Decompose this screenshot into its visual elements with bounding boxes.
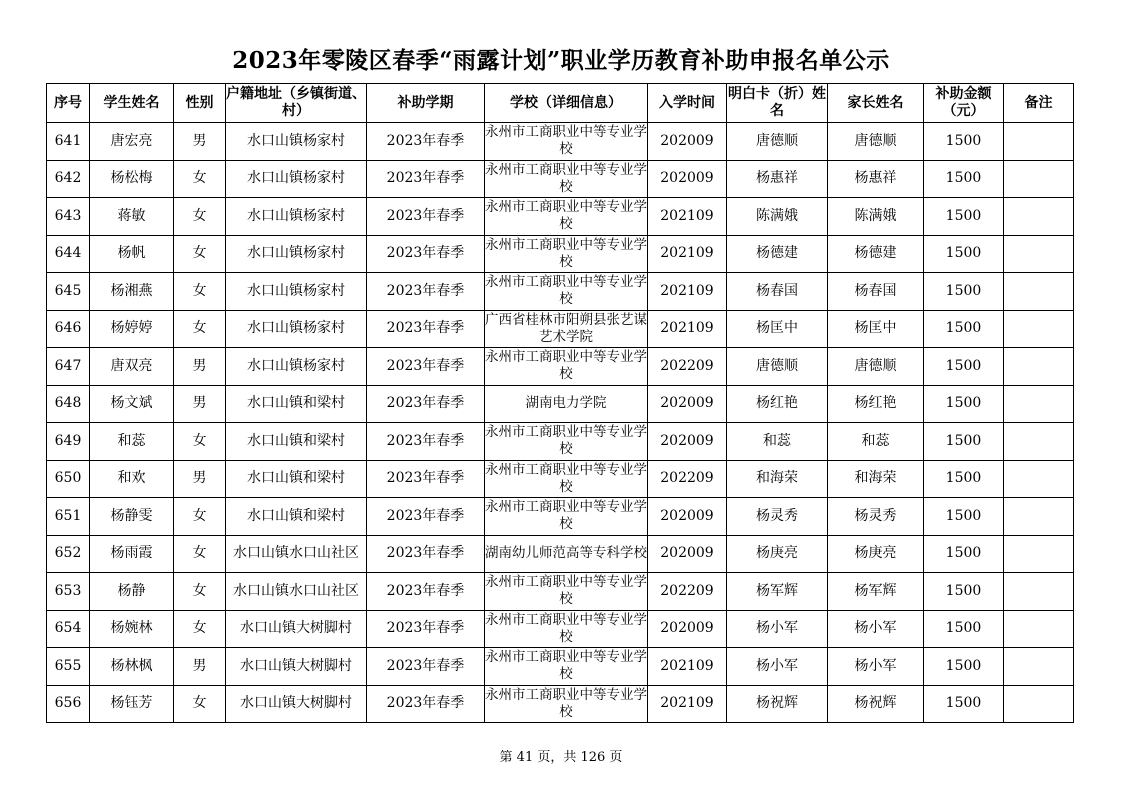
cell-index: 656 <box>47 685 90 723</box>
header-student-name: 学生姓名 <box>90 84 174 123</box>
cell-amount: 1500 <box>924 273 1004 311</box>
cell-school: 永州市工商职业中等专业学校 <box>485 160 648 198</box>
cell-student-name: 杨林枫 <box>90 648 174 686</box>
cell-amount: 1500 <box>924 648 1004 686</box>
cell-parent-name: 杨春国 <box>828 273 924 311</box>
cell-student-name: 杨雨霞 <box>90 535 174 573</box>
cell-parent-name: 陈满娥 <box>828 198 924 236</box>
cell-remark <box>1004 273 1074 311</box>
table-row <box>47 123 1074 161</box>
cell-address: 水口山镇水口山社区 <box>226 573 367 611</box>
cell-card-name: 杨小军 <box>727 648 828 686</box>
cell-remark <box>1004 610 1074 648</box>
cell-enroll-time: 202109 <box>648 685 727 723</box>
cell-school: 永州市工商职业中等专业学校 <box>485 573 648 611</box>
cell-student-name: 蒋敏 <box>90 198 174 236</box>
cell-remark <box>1004 198 1074 236</box>
cell-index: 655 <box>47 648 90 686</box>
cell-gender: 女 <box>174 610 226 648</box>
cell-index: 642 <box>47 160 90 198</box>
cell-school: 永州市工商职业中等专业学校 <box>485 648 648 686</box>
table-row <box>47 348 1074 386</box>
cell-student-name: 杨婉林 <box>90 610 174 648</box>
cell-card-name: 唐德顺 <box>727 123 828 161</box>
table-row <box>47 535 1074 573</box>
cell-gender: 女 <box>174 685 226 723</box>
table-header-row <box>47 84 1074 123</box>
cell-enroll-time: 202209 <box>648 460 727 498</box>
cell-school: 广西省桂林市阳朔县张艺谋艺术学院 <box>485 310 648 348</box>
cell-index: 644 <box>47 235 90 273</box>
cell-enroll-time: 202009 <box>648 385 727 423</box>
table-row <box>47 273 1074 311</box>
cell-remark <box>1004 235 1074 273</box>
cell-student-name: 杨湘燕 <box>90 273 174 311</box>
document-title: 2023年零陵区春季“雨露计划”职业学历教育补助申报名单公示 <box>232 47 890 74</box>
cell-gender: 男 <box>174 348 226 386</box>
cell-school: 永州市工商职业中等专业学校 <box>485 423 648 461</box>
cell-semester: 2023年春季 <box>367 160 485 198</box>
cell-enroll-time: 202109 <box>648 235 727 273</box>
cell-enroll-time: 202109 <box>648 648 727 686</box>
header-gender: 性别 <box>174 84 226 123</box>
cell-amount: 1500 <box>924 535 1004 573</box>
cell-index: 653 <box>47 573 90 611</box>
cell-student-name: 杨静雯 <box>90 498 174 536</box>
cell-amount: 1500 <box>924 348 1004 386</box>
cell-semester: 2023年春季 <box>367 610 485 648</box>
cell-enroll-time: 202109 <box>648 310 727 348</box>
cell-student-name: 杨婷婷 <box>90 310 174 348</box>
cell-card-name: 杨小军 <box>727 610 828 648</box>
cell-address: 水口山镇杨家村 <box>226 123 367 161</box>
cell-student-name: 杨帆 <box>90 235 174 273</box>
subsidy-list-table <box>46 83 1074 723</box>
header-school: 学校（详细信息） <box>485 84 648 123</box>
cell-semester: 2023年春季 <box>367 198 485 236</box>
cell-gender: 女 <box>174 423 226 461</box>
cell-semester: 2023年春季 <box>367 348 485 386</box>
table-row <box>47 198 1074 236</box>
cell-enroll-time: 202209 <box>648 573 727 611</box>
cell-semester: 2023年春季 <box>367 573 485 611</box>
cell-school: 永州市工商职业中等专业学校 <box>485 273 648 311</box>
cell-amount: 1500 <box>924 573 1004 611</box>
cell-index: 646 <box>47 310 90 348</box>
cell-gender: 女 <box>174 198 226 236</box>
cell-parent-name: 和海荣 <box>828 460 924 498</box>
cell-remark <box>1004 385 1074 423</box>
cell-gender: 女 <box>174 498 226 536</box>
cell-parent-name: 杨匡中 <box>828 310 924 348</box>
cell-semester: 2023年春季 <box>367 423 485 461</box>
cell-school: 永州市工商职业中等专业学校 <box>485 198 648 236</box>
cell-enroll-time: 202209 <box>648 348 727 386</box>
cell-school: 湖南电力学院 <box>485 385 648 423</box>
cell-index: 654 <box>47 610 90 648</box>
cell-student-name: 唐宏亮 <box>90 123 174 161</box>
cell-address: 水口山镇和梁村 <box>226 460 367 498</box>
table-row <box>47 423 1074 461</box>
table-row <box>47 573 1074 611</box>
table-row <box>47 310 1074 348</box>
cell-remark <box>1004 460 1074 498</box>
header-address: 户籍地址（乡镇街道、村） <box>226 84 367 123</box>
cell-semester: 2023年春季 <box>367 273 485 311</box>
table-row <box>47 235 1074 273</box>
cell-address: 水口山镇和梁村 <box>226 498 367 536</box>
cell-semester: 2023年春季 <box>367 310 485 348</box>
cell-amount: 1500 <box>924 198 1004 236</box>
cell-student-name: 杨松梅 <box>90 160 174 198</box>
cell-card-name: 杨惠祥 <box>727 160 828 198</box>
cell-school: 永州市工商职业中等专业学校 <box>485 610 648 648</box>
cell-amount: 1500 <box>924 235 1004 273</box>
page-footer: 第 41 页，共 126 页 <box>499 750 623 765</box>
cell-amount: 1500 <box>924 498 1004 536</box>
cell-semester: 2023年春季 <box>367 498 485 536</box>
cell-amount: 1500 <box>924 685 1004 723</box>
cell-gender: 女 <box>174 573 226 611</box>
cell-gender: 女 <box>174 235 226 273</box>
header-card-name: 明白卡（折）姓名 <box>727 84 828 123</box>
cell-parent-name: 和蕊 <box>828 423 924 461</box>
cell-index: 645 <box>47 273 90 311</box>
cell-enroll-time: 202009 <box>648 160 727 198</box>
cell-school: 永州市工商职业中等专业学校 <box>485 123 648 161</box>
cell-enroll-time: 202009 <box>648 610 727 648</box>
cell-remark <box>1004 310 1074 348</box>
table-row <box>47 648 1074 686</box>
cell-address: 水口山镇大树脚村 <box>226 648 367 686</box>
cell-address: 水口山镇杨家村 <box>226 235 367 273</box>
cell-card-name: 杨匡中 <box>727 310 828 348</box>
cell-semester: 2023年春季 <box>367 385 485 423</box>
cell-card-name: 杨红艳 <box>727 385 828 423</box>
cell-remark <box>1004 685 1074 723</box>
cell-index: 648 <box>47 385 90 423</box>
cell-student-name: 杨文斌 <box>90 385 174 423</box>
cell-card-name: 和蕊 <box>727 423 828 461</box>
cell-index: 652 <box>47 535 90 573</box>
table-row <box>47 685 1074 723</box>
cell-parent-name: 杨小军 <box>828 610 924 648</box>
cell-amount: 1500 <box>924 610 1004 648</box>
cell-gender: 女 <box>174 535 226 573</box>
cell-gender: 女 <box>174 273 226 311</box>
cell-card-name: 杨军辉 <box>727 573 828 611</box>
cell-school: 永州市工商职业中等专业学校 <box>485 685 648 723</box>
cell-remark <box>1004 160 1074 198</box>
cell-index: 651 <box>47 498 90 536</box>
header-remark: 备注 <box>1004 84 1074 123</box>
cell-card-name: 和海荣 <box>727 460 828 498</box>
cell-amount: 1500 <box>924 160 1004 198</box>
cell-remark <box>1004 498 1074 536</box>
cell-card-name: 陈满娥 <box>727 198 828 236</box>
cell-remark <box>1004 423 1074 461</box>
cell-remark <box>1004 348 1074 386</box>
cell-card-name: 杨庚亮 <box>727 535 828 573</box>
cell-school: 永州市工商职业中等专业学校 <box>485 460 648 498</box>
cell-semester: 2023年春季 <box>367 685 485 723</box>
cell-student-name: 唐双亮 <box>90 348 174 386</box>
cell-parent-name: 杨祝辉 <box>828 685 924 723</box>
cell-address: 水口山镇大树脚村 <box>226 610 367 648</box>
cell-school: 湖南幼儿师范高等专科学校 <box>485 535 648 573</box>
cell-index: 649 <box>47 423 90 461</box>
cell-parent-name: 杨灵秀 <box>828 498 924 536</box>
cell-address: 水口山镇杨家村 <box>226 198 367 236</box>
cell-semester: 2023年春季 <box>367 460 485 498</box>
cell-parent-name: 杨军辉 <box>828 573 924 611</box>
cell-enroll-time: 202009 <box>648 423 727 461</box>
table-row <box>47 610 1074 648</box>
cell-index: 650 <box>47 460 90 498</box>
cell-enroll-time: 202109 <box>648 273 727 311</box>
cell-parent-name: 唐德顺 <box>828 123 924 161</box>
header-index: 序号 <box>47 84 90 123</box>
cell-remark <box>1004 573 1074 611</box>
cell-address: 水口山镇和梁村 <box>226 385 367 423</box>
cell-card-name: 杨祝辉 <box>727 685 828 723</box>
cell-semester: 2023年春季 <box>367 123 485 161</box>
cell-remark <box>1004 123 1074 161</box>
cell-parent-name: 杨红艳 <box>828 385 924 423</box>
cell-amount: 1500 <box>924 423 1004 461</box>
cell-student-name: 和蕊 <box>90 423 174 461</box>
cell-parent-name: 杨庚亮 <box>828 535 924 573</box>
cell-parent-name: 杨惠祥 <box>828 160 924 198</box>
cell-card-name: 杨德建 <box>727 235 828 273</box>
cell-parent-name: 杨小军 <box>828 648 924 686</box>
cell-index: 641 <box>47 123 90 161</box>
table-body <box>47 123 1074 723</box>
cell-gender: 男 <box>174 123 226 161</box>
cell-address: 水口山镇杨家村 <box>226 310 367 348</box>
cell-address: 水口山镇大树脚村 <box>226 685 367 723</box>
header-enroll-time: 入学时间 <box>648 84 727 123</box>
cell-enroll-time: 202009 <box>648 535 727 573</box>
cell-address: 水口山镇杨家村 <box>226 160 367 198</box>
table-row <box>47 160 1074 198</box>
cell-address: 水口山镇水口山社区 <box>226 535 367 573</box>
cell-semester: 2023年春季 <box>367 235 485 273</box>
cell-card-name: 杨灵秀 <box>727 498 828 536</box>
cell-card-name: 唐德顺 <box>727 348 828 386</box>
cell-amount: 1500 <box>924 460 1004 498</box>
cell-parent-name: 杨德建 <box>828 235 924 273</box>
cell-gender: 男 <box>174 385 226 423</box>
cell-student-name: 杨钰芳 <box>90 685 174 723</box>
table-row <box>47 460 1074 498</box>
cell-gender: 男 <box>174 460 226 498</box>
cell-student-name: 杨静 <box>90 573 174 611</box>
cell-school: 永州市工商职业中等专业学校 <box>485 235 648 273</box>
cell-index: 647 <box>47 348 90 386</box>
table-row <box>47 498 1074 536</box>
cell-address: 水口山镇杨家村 <box>226 273 367 311</box>
cell-enroll-time: 202009 <box>648 123 727 161</box>
cell-gender: 女 <box>174 310 226 348</box>
cell-remark <box>1004 648 1074 686</box>
cell-gender: 女 <box>174 160 226 198</box>
cell-address: 水口山镇杨家村 <box>226 348 367 386</box>
table-row <box>47 385 1074 423</box>
cell-amount: 1500 <box>924 123 1004 161</box>
cell-semester: 2023年春季 <box>367 535 485 573</box>
cell-amount: 1500 <box>924 385 1004 423</box>
cell-student-name: 和欢 <box>90 460 174 498</box>
header-amount: 补助金额（元） <box>924 84 1004 123</box>
cell-school: 永州市工商职业中等专业学校 <box>485 498 648 536</box>
cell-card-name: 杨春国 <box>727 273 828 311</box>
cell-enroll-time: 202109 <box>648 198 727 236</box>
cell-parent-name: 唐德顺 <box>828 348 924 386</box>
cell-semester: 2023年春季 <box>367 648 485 686</box>
header-parent-name: 家长姓名 <box>828 84 924 123</box>
header-semester: 补助学期 <box>367 84 485 123</box>
cell-remark <box>1004 535 1074 573</box>
cell-gender: 男 <box>174 648 226 686</box>
cell-school: 永州市工商职业中等专业学校 <box>485 348 648 386</box>
cell-address: 水口山镇和梁村 <box>226 423 367 461</box>
cell-amount: 1500 <box>924 310 1004 348</box>
cell-index: 643 <box>47 198 90 236</box>
cell-enroll-time: 202009 <box>648 498 727 536</box>
